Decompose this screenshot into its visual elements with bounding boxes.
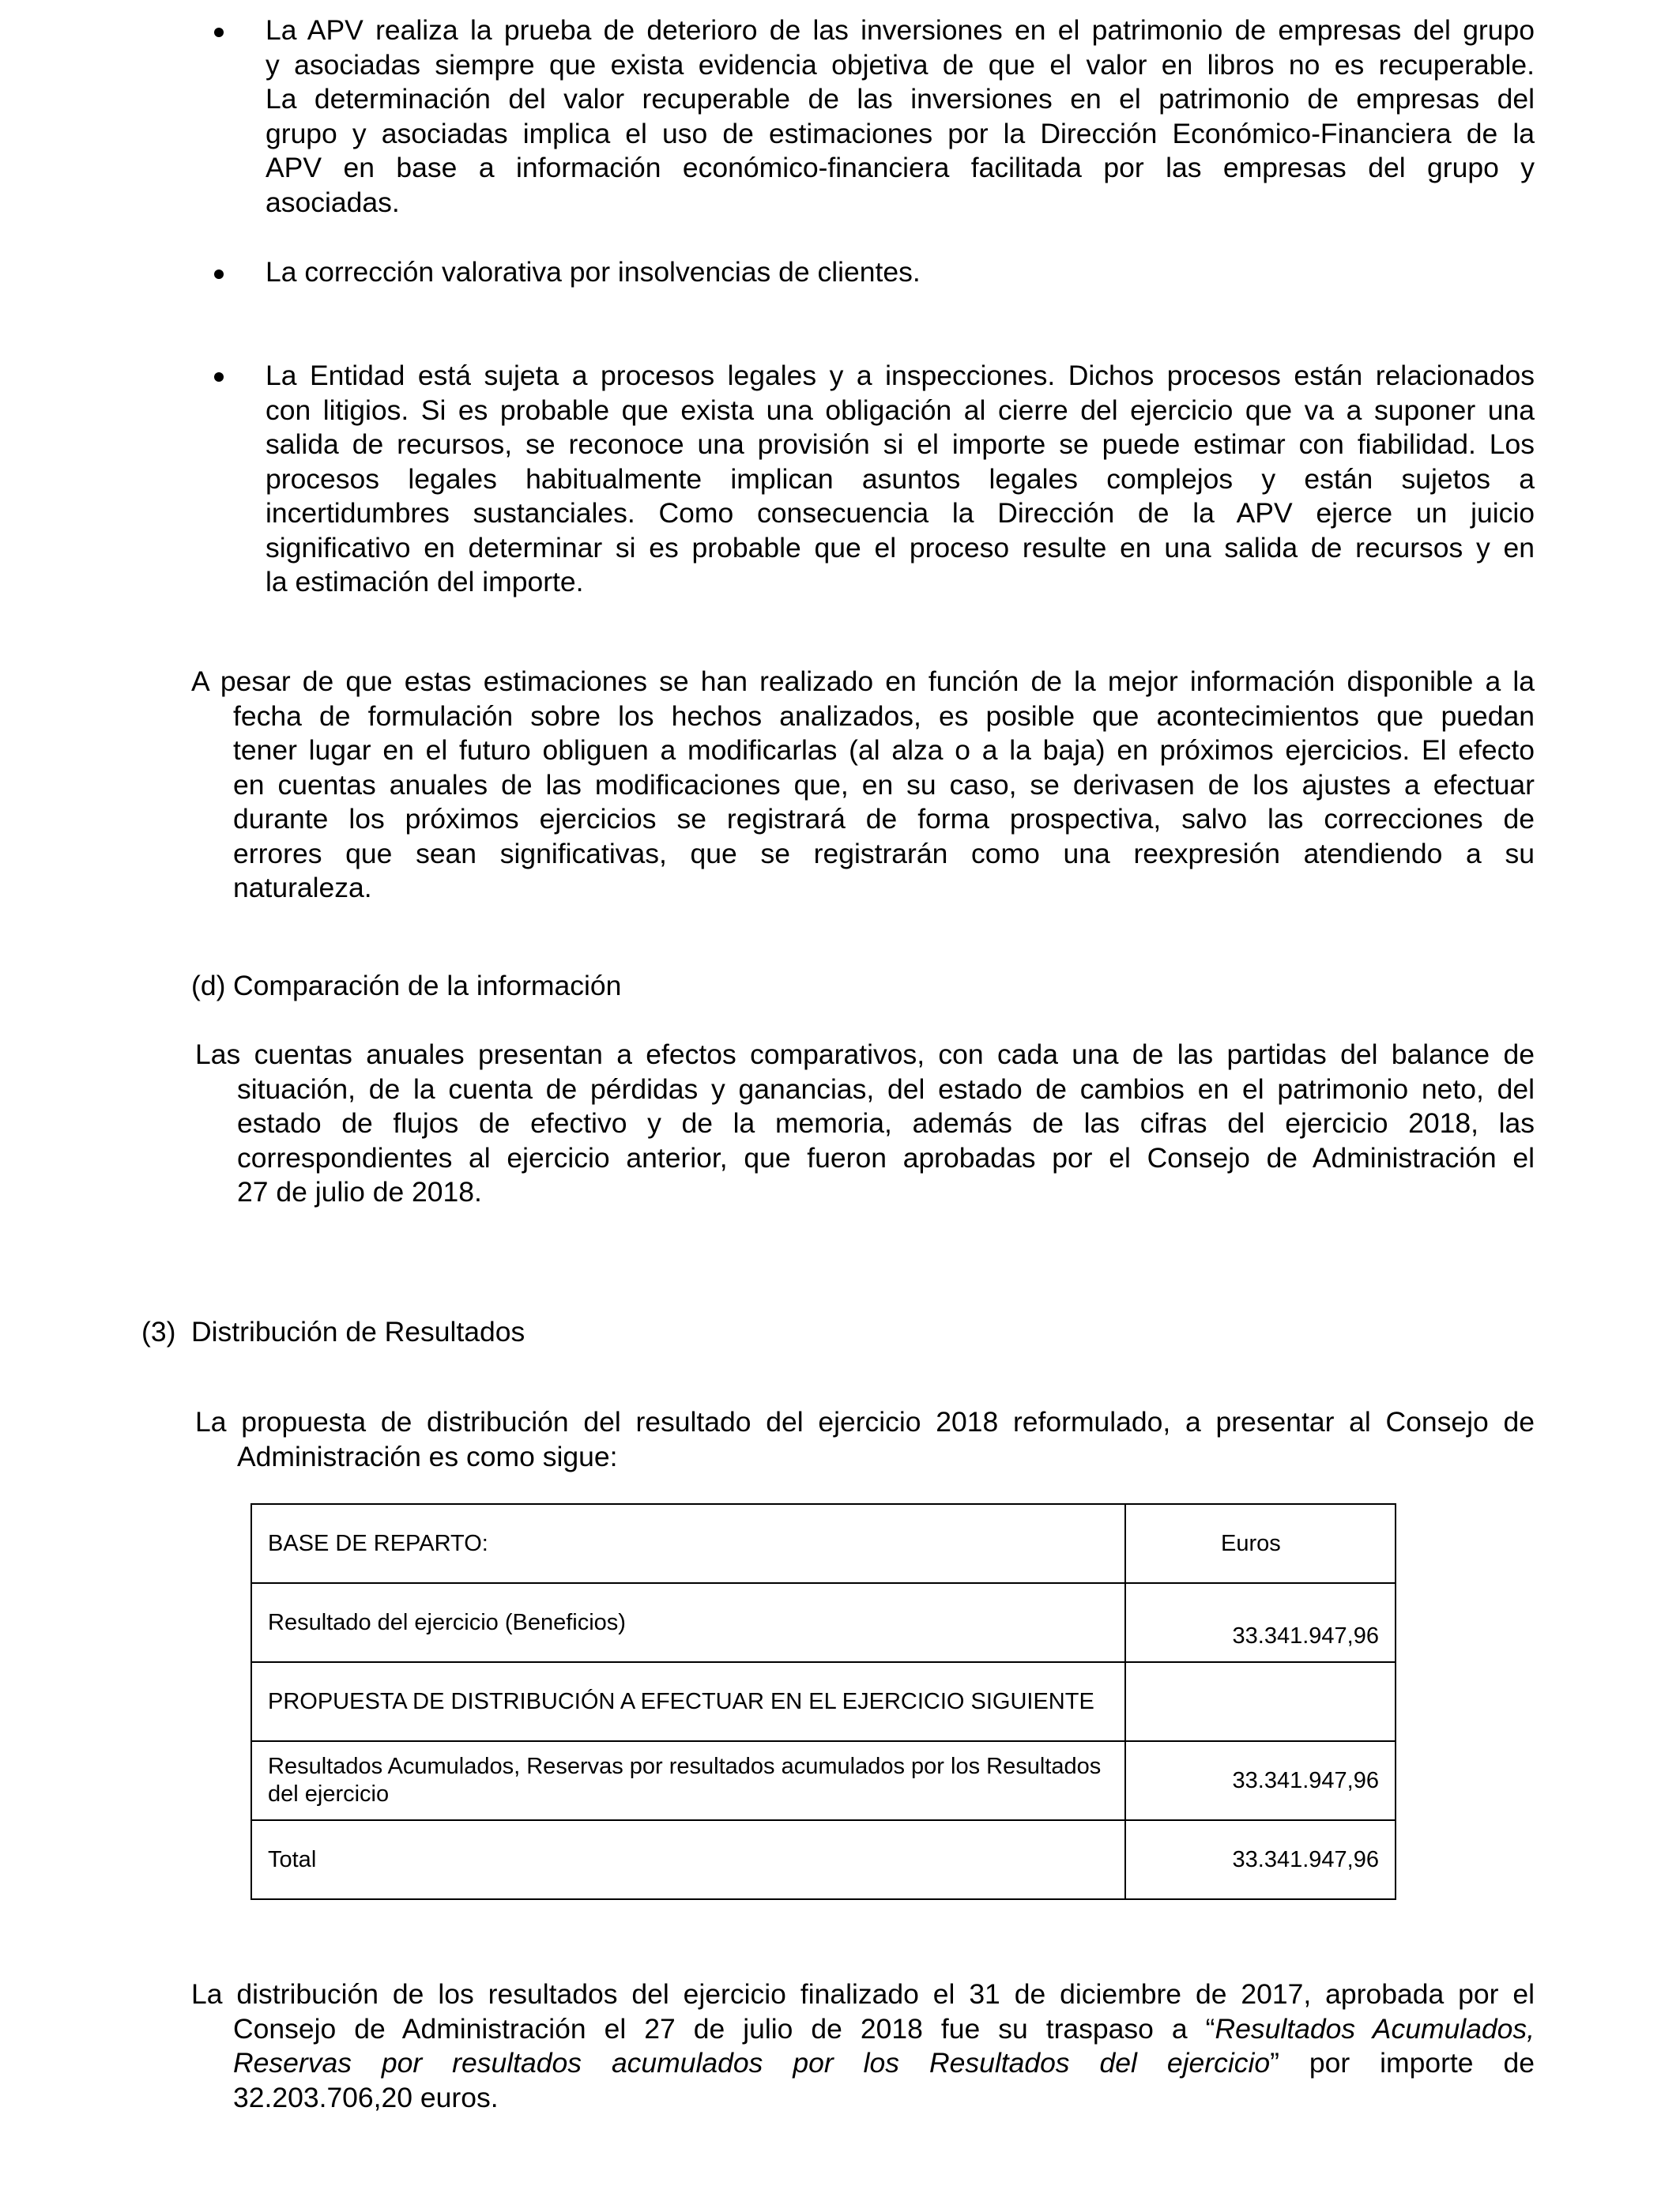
text-line: en cuentas anuales de las modificaciones que, en su caso, se derivasen de los ajustes a efectuar: [233, 768, 1535, 801]
text-italic: Resultados Acumulados,: [1215, 2012, 1535, 2045]
section-marker: (d): [191, 970, 226, 1001]
table-row: [251, 1662, 1396, 1741]
bullet-paragraph-impairment: [266, 13, 1535, 220]
table-header-unit: Euros: [1125, 1504, 1396, 1583]
text-line: tener lugar en el futuro obliguen a modificarlas (al alza o a la baja) en próximos ejercicios. El efecto: [233, 734, 1535, 766]
table-cell-value: 33.341.947,96: [1125, 1583, 1396, 1662]
comparison-paragraph: [195, 1038, 1535, 1210]
text-line: [233, 2046, 1535, 2081]
section-d-heading: [191, 969, 225, 1004]
text-line: grupo y asociadas implica el uso de estimaciones por la Dirección Económico-Financiera de la: [266, 117, 1535, 149]
text-line: incertidumbres sustanciales. Como consecuencia la Dirección de la APV ejerce un juicio: [266, 497, 1535, 529]
table-cell-value: 33.341.947,96: [1125, 1820, 1396, 1899]
distribution-table: [250, 1503, 1396, 1900]
text-plain: ” por importe de: [1270, 2047, 1535, 2079]
section-heading: Comparación de la información: [233, 970, 622, 1001]
text-line: con litigios. Si es probable que exista una obligación al cierre del ejercicio que va a suponer una: [266, 394, 1535, 426]
table-cell-label-line: Resultados Acumulados, Reservas por resultados acumulados por los Resultados: [268, 1754, 1102, 1779]
text-line: significativo en determinar si es probable que el proceso resulte en una salida de recursos y en: [266, 531, 1535, 564]
text-line: La corrección valorativa por insolvencias de clientes.: [266, 256, 921, 288]
table-row: [251, 1741, 1396, 1820]
table-cell-value: 33.341.947,96: [1125, 1741, 1396, 1820]
bullet-paragraph-legal: [266, 359, 1535, 600]
text-line: Administración es como sigue:: [237, 1440, 618, 1472]
text-line: estado de flujos de efectivo y de la memoria, además de las cifras del ejercicio 2018, las: [237, 1107, 1535, 1139]
text-line: 27 de julio de 2018.: [237, 1176, 482, 1208]
table-cell-label-line: del ejercicio: [268, 1781, 390, 1807]
text-line: y asociadas siempre que exista evidencia objetiva de que el valor en libros no es recuperable.: [266, 48, 1535, 81]
text-line: fecha de formulación sobre los hechos analizados, es posible que acontecimientos que puedan: [233, 699, 1535, 732]
text-line: naturaleza.: [233, 872, 372, 903]
text-line: [233, 2012, 1535, 2047]
text-line: Las cuentas anuales presentan a efectos comparativos, con cada una de las partidas del balance de: [195, 1039, 1535, 1070]
bullet-dot: [214, 28, 224, 37]
table-cell-value: [1125, 1662, 1396, 1741]
table-header-label: BASE DE REPARTO:: [251, 1504, 1125, 1583]
text-line: La propuesta de distribución del resultado del ejercicio 2018 reformulado, a presentar al Consejo de: [195, 1406, 1535, 1438]
text-line: La APV realiza la prueba de deterioro de las inversiones en el patrimonio de empresas del grupo: [266, 14, 1535, 46]
text-line: La Entidad está sujeta a procesos legales y a inspecciones. Dichos procesos están relacionados: [266, 360, 1535, 391]
distribution-intro: [195, 1405, 1535, 1474]
bullet-dot: [214, 270, 224, 279]
text-line: durante los próximos ejercicios se registrará de forma prospectiva, salvo las correcciones de: [233, 803, 1535, 835]
table-cell-label: Resultado del ejercicio (Beneficios): [251, 1583, 1125, 1662]
table-cell-label: PROPUESTA DE DISTRIBUCIÓN A EFECTUAR EN EL EJERCICIO SIGUIENTE: [251, 1662, 1125, 1741]
text-line: A pesar de que estas estimaciones se han realizado en función de la mejor información disponible a la: [191, 665, 1535, 697]
text-italic: Reservas por resultados acumulados por los Resultados del ejercicio: [233, 2047, 1271, 2079]
text-line: salida de recursos, se reconoce una provisión si el importe se puede estimar con fiabilidad. Los: [266, 428, 1535, 460]
table-row: [251, 1583, 1396, 1662]
text-line: APV en base a información económico-financiera facilitada por las empresas del grupo y: [266, 152, 1535, 183]
table-header-row: [251, 1504, 1396, 1583]
text-line: la estimación del importe.: [266, 566, 584, 598]
table-row: [251, 1820, 1396, 1899]
section-heading: Distribución de Resultados: [191, 1316, 525, 1348]
text-line: situación, de la cuenta de pérdidas y ganancias, del estado de cambios en el patrimonio neto, del: [237, 1072, 1535, 1105]
table-cell-label: [251, 1741, 1125, 1820]
text-line: 32.203.706,20 euros.: [233, 2081, 499, 2113]
text-line: procesos legales habitualmente implican asuntos legales complejos y están sujetos a: [266, 462, 1535, 495]
section-3-title: [191, 1315, 525, 1350]
estimates-paragraph: [191, 665, 1535, 906]
bullet-paragraph-insolvency: [266, 255, 1535, 290]
section-3-marker: [141, 1315, 175, 1350]
bullet-dot: [214, 372, 224, 382]
text-line: correspondientes al ejercicio anterior, que fueron aprobadas por el Consejo de Administración el: [237, 1141, 1535, 1174]
text-line: La distribución de los resultados del ejercicio finalizado el 31 de diciembre de 2017, aprobada por el: [191, 1978, 1535, 2010]
closing-paragraph: [191, 1977, 1535, 2115]
text-plain: Consejo de Administración el 27 de julio de 2018 fue su traspaso a “: [233, 2012, 1215, 2045]
section-marker: (3): [141, 1316, 176, 1348]
text-line: asociadas.: [266, 186, 400, 218]
section-d-title: [233, 969, 621, 1004]
table-cell-label: Total: [251, 1820, 1125, 1899]
text-line: La determinación del valor recuperable de las inversiones en el patrimonio de empresas del: [266, 83, 1535, 115]
text-line: errores que sean significativas, que se registrarán como una reexpresión atendiendo a su: [233, 837, 1535, 869]
